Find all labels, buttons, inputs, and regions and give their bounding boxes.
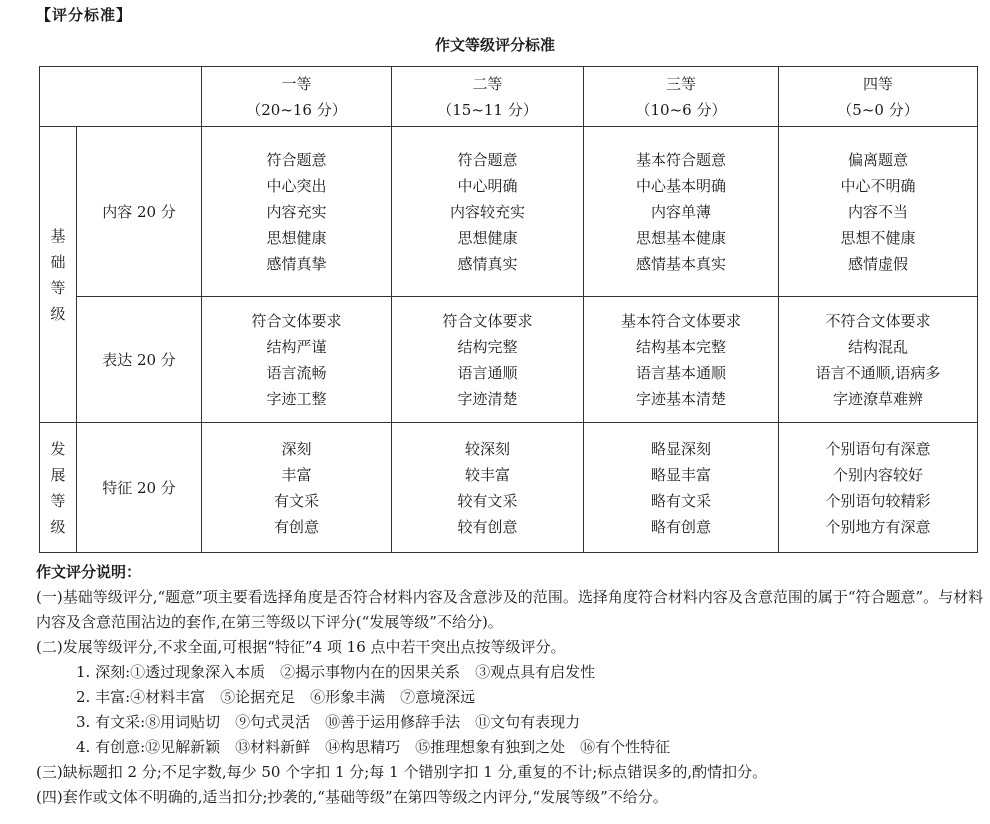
criterion-text: 字迹清楚 — [457, 389, 518, 408]
criterion-text: 内容较充实 — [449, 202, 525, 221]
criterion-text: 基本符合文体要求 — [620, 311, 741, 330]
criterion-text: 思想不健康 — [840, 228, 916, 247]
criterion-text: 符合题意 — [457, 150, 518, 169]
category-char: 础 — [50, 252, 66, 271]
note-sub-item: 2. 丰富:④材料丰富 ⑤论据充足 ⑥形象丰满 ⑦意境深远 — [76, 688, 476, 706]
cell-content-tier2 — [392, 127, 584, 297]
tier-range: （20~16 分） — [246, 100, 347, 119]
criterion-text: 符合文体要求 — [442, 311, 533, 330]
criterion-text: 有创意 — [273, 517, 319, 536]
category-char: 等 — [50, 491, 66, 510]
category-development-level — [40, 423, 77, 553]
tier-range: （10~6 分） — [635, 100, 727, 119]
category-char: 基 — [50, 226, 66, 245]
criterion-text: 个别语句有深意 — [825, 439, 931, 458]
criterion-text: 个别语句较精彩 — [825, 491, 931, 510]
scoring-notes — [36, 560, 986, 810]
cell-expression-tier4 — [779, 297, 978, 423]
criterion-text: 深刻 — [281, 439, 312, 458]
row-label-feature: 特征 20 分 — [77, 423, 202, 553]
criterion-text: 结构混乱 — [847, 337, 908, 356]
note-paragraph-1: (一)基础等级评分,“题意”项主要看选择角度是否符合材料内容及含意涉及的范围。选择角度符合材料内容及含意范围的属于“符合题意”。与材料内容及含意范围沾边的套作,在第三等级以下评分(“发展等级”不给分)。 — [36, 588, 984, 631]
criterion-text: 中心明确 — [457, 176, 518, 195]
cell-content-tier4 — [779, 127, 978, 297]
criterion-text: 思想健康 — [457, 228, 518, 247]
tier-header-2 — [392, 67, 584, 127]
note-sub-item: 3. 有文采:⑧用词贴切 ⑨句式灵活 ⑩善于运用修辞手法 ⑪文句有表现力 — [76, 713, 581, 731]
criterion-text: 内容单薄 — [650, 202, 711, 221]
table-row-content — [40, 127, 978, 297]
table-title: 作文等级评分标准 — [434, 36, 555, 54]
cell-feature-tier3 — [584, 423, 779, 553]
cell-expression-tier3 — [584, 297, 779, 423]
criterion-text: 结构严谨 — [266, 337, 327, 356]
note-sub-item: 4. 有创意:⑫见解新颖 ⑬材料新鲜 ⑭构思精巧 ⑮推理想象有独到之处 ⑯有个性特征 — [76, 738, 671, 756]
table-header-row — [40, 67, 978, 127]
cell-feature-tier4 — [779, 423, 978, 553]
tier-header-1 — [202, 67, 392, 127]
criterion-text: 略显深刻 — [650, 439, 711, 458]
tier-name: 四等 — [862, 74, 893, 93]
criterion-text: 中心基本明确 — [635, 176, 726, 195]
tier-range: （15~11 分） — [437, 100, 538, 119]
criterion-text: 符合题意 — [266, 150, 327, 169]
criterion-text: 较有创意 — [457, 517, 518, 536]
category-basic-level — [40, 127, 77, 423]
tier-header-3 — [584, 67, 779, 127]
note-paragraph-3: (三)缺标题扣 2 分;不足字数,每少 50 个字扣 1 分;每 1 个错别字扣 1 分,重复的不计;标点错误多的,酌情扣分。 — [36, 763, 768, 781]
grading-table — [39, 66, 978, 553]
criterion-text: 略显丰富 — [650, 465, 711, 484]
category-char: 展 — [50, 465, 66, 484]
cell-expression-tier1 — [202, 297, 392, 423]
cell-content-tier3 — [584, 127, 779, 297]
criterion-text: 符合文体要求 — [251, 311, 342, 330]
criterion-text: 感情虚假 — [847, 254, 908, 273]
criterion-text: 语言不通顺,语病多 — [815, 363, 941, 382]
category-char: 发 — [50, 439, 66, 458]
row-label-expression: 表达 20 分 — [77, 297, 202, 423]
tier-name: 一等 — [281, 74, 312, 93]
criterion-text: 感情真实 — [457, 254, 518, 273]
criterion-text: 个别内容较好 — [832, 465, 923, 484]
criterion-text: 语言流畅 — [266, 363, 327, 382]
criterion-text: 感情基本真实 — [635, 254, 726, 273]
table-row-feature — [40, 423, 978, 553]
criterion-text: 略有文采 — [650, 491, 711, 510]
category-char: 级 — [50, 304, 66, 323]
row-label-content: 内容 20 分 — [77, 127, 202, 297]
criterion-text: 不符合文体要求 — [825, 311, 931, 330]
category-char: 级 — [50, 517, 66, 536]
tier-name: 二等 — [472, 74, 503, 93]
section-heading: 【评分标准】 — [36, 6, 133, 24]
criterion-text: 个别地方有深意 — [825, 517, 931, 536]
criterion-text: 结构基本完整 — [635, 337, 726, 356]
category-char: 等 — [50, 278, 66, 297]
criterion-text: 较丰富 — [464, 465, 510, 484]
cell-expression-tier2 — [392, 297, 584, 423]
note-paragraph-4: (四)套作或文体不明确的,适当扣分;抄袭的,“基础等级”在第四等级之内评分,“发展等级”不给分。 — [36, 788, 668, 806]
criterion-text: 语言基本通顺 — [635, 363, 726, 382]
criterion-text: 较深刻 — [464, 439, 510, 458]
criterion-text: 偏离题意 — [847, 150, 908, 169]
criterion-text: 字迹工整 — [266, 389, 327, 408]
tier-range: （5~0 分） — [837, 100, 919, 119]
criterion-text: 语言通顺 — [457, 363, 518, 382]
criterion-text: 较有文采 — [457, 491, 518, 510]
criterion-text: 感情真挚 — [266, 254, 327, 273]
criterion-text: 思想健康 — [266, 228, 327, 247]
criterion-text: 结构完整 — [457, 337, 518, 356]
notes-title: 作文评分说明： — [36, 563, 142, 581]
note-paragraph-2: (二)发展等级评分,不求全面,可根据“特征”4 项 16 点中若干突出点按等级评分。 — [36, 638, 566, 656]
criterion-text: 字迹基本清楚 — [635, 389, 726, 408]
criterion-text: 思想基本健康 — [635, 228, 726, 247]
criterion-text: 有文采 — [273, 491, 319, 510]
criterion-text: 中心不明确 — [840, 176, 916, 195]
criterion-text: 内容充实 — [266, 202, 327, 221]
table-row-expression — [40, 297, 978, 423]
cell-feature-tier1 — [202, 423, 392, 553]
criterion-text: 丰富 — [281, 465, 312, 484]
note-sub-item: 1. 深刻:①透过现象深入本质 ②揭示事物内在的因果关系 ③观点具有启发性 — [76, 663, 596, 681]
criterion-text: 略有创意 — [650, 517, 711, 536]
cell-feature-tier2 — [392, 423, 584, 553]
criterion-text: 内容不当 — [847, 202, 908, 221]
header-corner-cell — [40, 67, 202, 127]
criterion-text: 中心突出 — [266, 176, 327, 195]
cell-content-tier1 — [202, 127, 392, 297]
criterion-text: 基本符合题意 — [635, 150, 726, 169]
criterion-text: 字迹潦草难辨 — [832, 389, 923, 408]
tier-name: 三等 — [665, 74, 696, 93]
tier-header-4 — [779, 67, 978, 127]
